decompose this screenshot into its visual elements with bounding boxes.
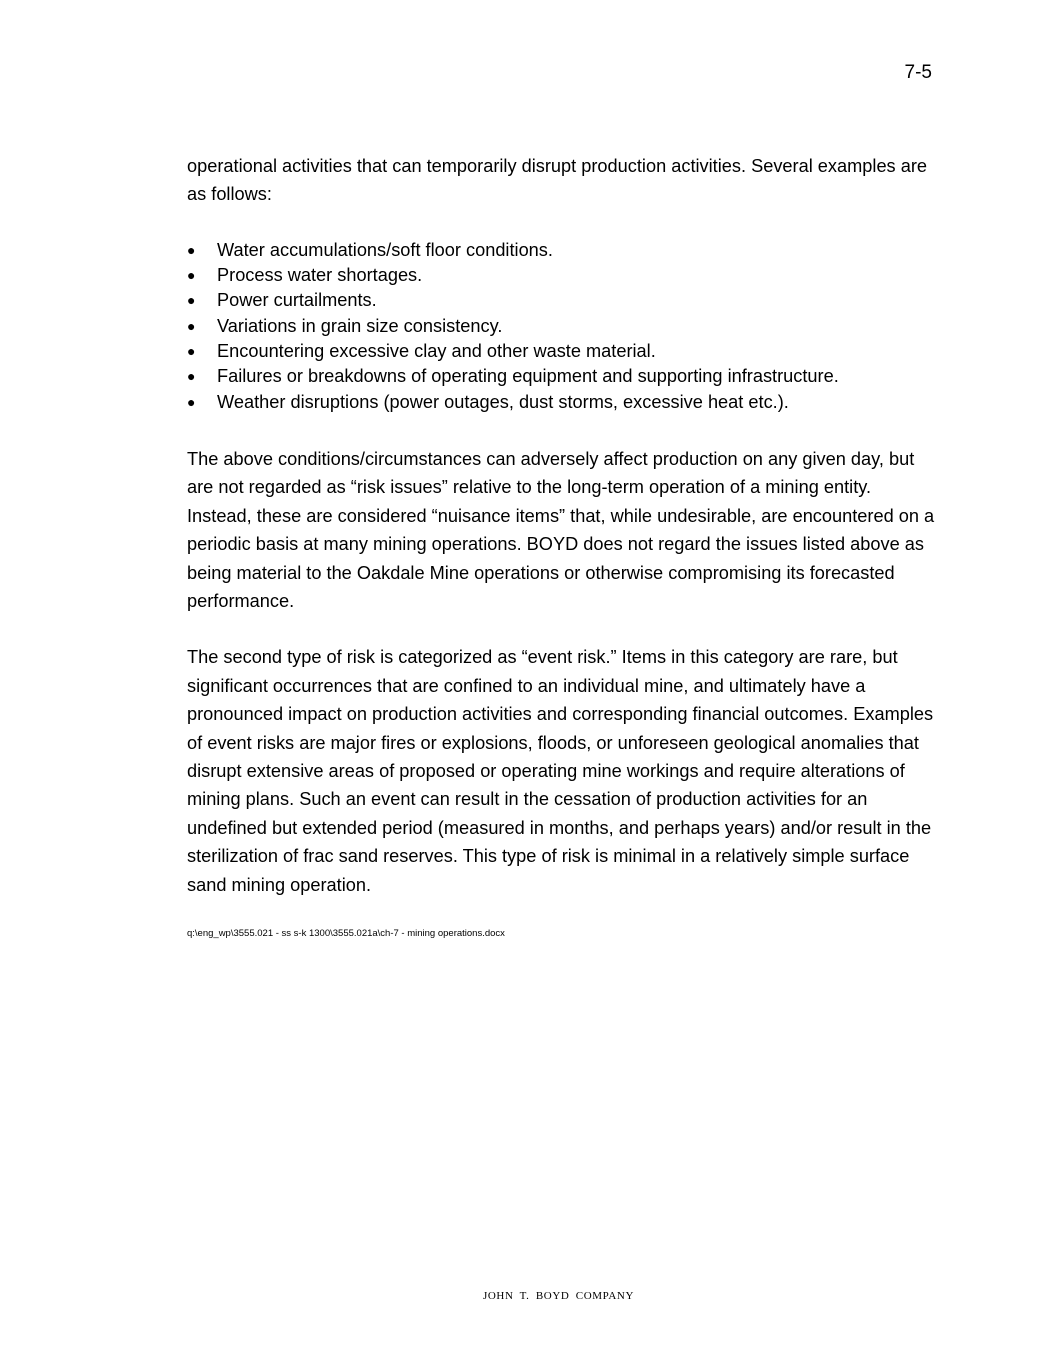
list-item-text: Power curtailments. xyxy=(217,290,377,311)
file-path: q:\eng_wp\3555.021 - ss s-k 1300\3555.021a\ch-7 - mining operations.docx xyxy=(187,928,505,939)
bullet-icon: ● xyxy=(187,368,196,385)
list-item-text: Process water shortages. xyxy=(217,265,423,286)
page-number: 7-5 xyxy=(904,62,932,83)
list-item xyxy=(187,390,937,415)
event-risk-paragraph: The second type of risk is categorized as “event risk.” Items in this category are rare, but significant occurrences that are confined to an individual mine, and ultimately have a pronounced impact on production activities and corresponding financial outcomes. Examples of event risks are major fires or explosions, floods, or unforeseen geological anomalies that disrupt extensive areas of proposed or operating mine workings and require alterations of mining plans. Such an event can result in the cessation of production activities for an undefined but extended period (measured in months, and perhaps years) and/or result in the sterilization of frac sand reserves. This type of risk is minimal in a relatively simple surface sand mining operation. xyxy=(187,647,934,895)
bullet-list xyxy=(187,238,937,415)
list-item xyxy=(187,263,937,288)
list-item-text: Water accumulations/soft floor conditions. xyxy=(217,239,553,260)
list-item xyxy=(187,339,937,364)
bullet-icon: ● xyxy=(187,317,196,334)
list-item-text: Weather disruptions (power outages, dust storms, excessive heat etc.). xyxy=(217,391,789,412)
bullet-icon: ● xyxy=(187,241,196,258)
list-item xyxy=(187,288,937,313)
bullet-icon: ● xyxy=(187,393,196,410)
nuisance-paragraph: The above conditions/circumstances can adversely affect production on any given day, but are not regarded as “risk issues” relative to the long-term operation of a mining entity. Instead, these are considered “nuisance items” that, while undesirable, are encountered on a periodic basis at many mining operations. BOYD does not regard the issues listed above as being material to the Oakdale Mine operations or otherwise compromising its forecasted performance. xyxy=(187,448,935,611)
list-item-text: Variations in grain size consistency. xyxy=(217,315,503,336)
bullet-icon: ● xyxy=(187,267,196,284)
list-item-text: Encountering excessive clay and other waste material. xyxy=(217,341,656,361)
document-body xyxy=(187,152,937,899)
list-item-text: Failures or breakdowns of operating equipment and supporting infrastructure. xyxy=(217,366,839,387)
list-item xyxy=(187,238,937,263)
paragraph-spacer xyxy=(187,615,937,643)
footer-company: JOHN T. BOYD COMPANY xyxy=(483,1290,634,1302)
list-item xyxy=(187,314,937,339)
bullet-icon: ● xyxy=(187,343,196,359)
list-item xyxy=(187,364,937,389)
bullet-icon: ● xyxy=(187,292,196,309)
intro-paragraph: operational activities that can temporarily disrupt production activities. Several examples are as follows: xyxy=(187,156,927,205)
